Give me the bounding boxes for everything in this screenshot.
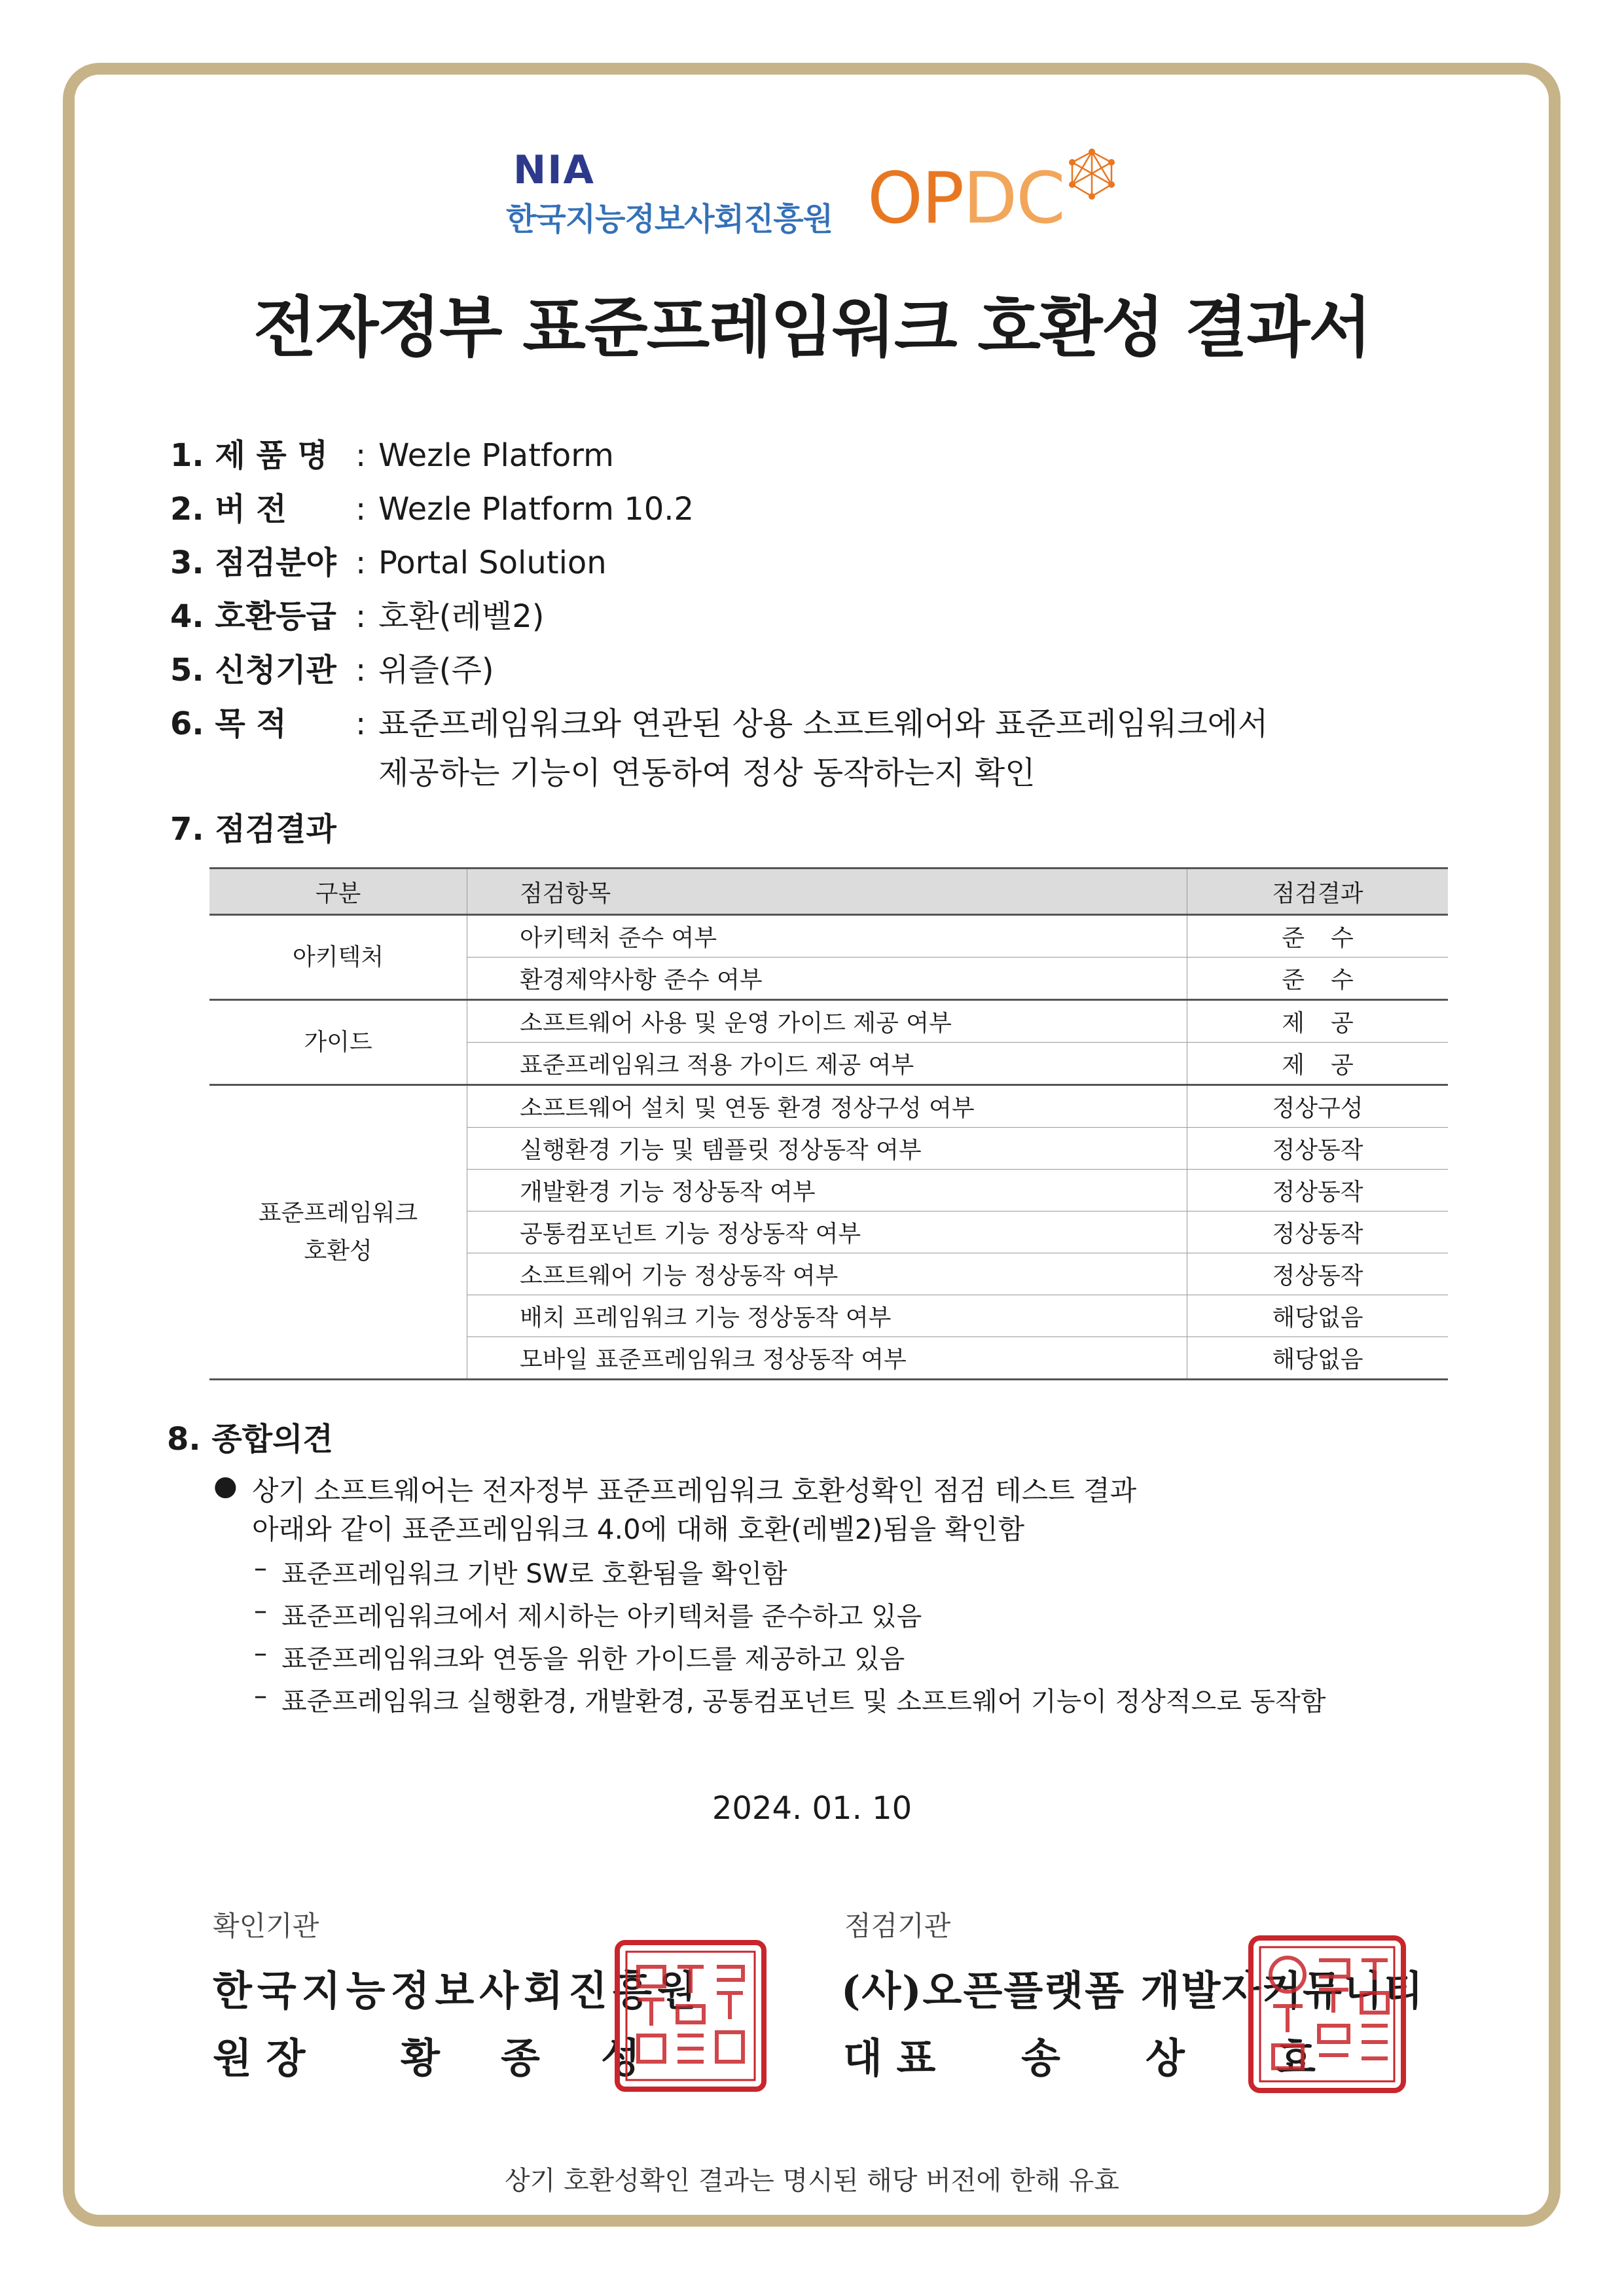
- category-label: 아키텍처: [292, 943, 384, 971]
- info-value: 위즐(주): [378, 652, 494, 689]
- opinion-line-2: 아래와 같이 표준프레임워크 4.0에 대해 호환(레벨2)됨을 확인함: [252, 1513, 1025, 1545]
- result-cell: 해당없음: [1187, 1295, 1449, 1337]
- category-label: 표준프레임워크: [258, 1199, 418, 1227]
- opinion-point: 표준프레임워크에서 제시하는 아키텍처를 준수하고 있음: [281, 1602, 922, 1632]
- info-label: 2. 버 전: [170, 491, 287, 528]
- verifier-org: 한국지능정보사회진흥원: [213, 1967, 702, 2015]
- network-hexagon-icon: [1066, 148, 1118, 200]
- result-value: 제공: [1282, 1052, 1380, 1079]
- opinion-bullet: ●: [213, 1469, 238, 1501]
- item-cell: 아키텍처 준수 여부: [467, 915, 1187, 958]
- opinion-dash: –: [254, 1596, 267, 1626]
- verifier-seal: [612, 1937, 769, 2094]
- header-category: 구분: [209, 869, 467, 915]
- nia-logo-name: 한국지능정보사회진흥원: [506, 201, 833, 238]
- opinion-dash: –: [254, 1638, 267, 1668]
- inspector-seal: [1247, 1934, 1407, 2094]
- document-title: 전자정부 표준프레임워크 호환성 결과서: [253, 289, 1371, 366]
- inspector-name-char: 효: [1276, 2034, 1316, 2082]
- nia-logo-abbr: NIA: [513, 147, 595, 193]
- section-8-title: 8. 종합의견: [167, 1421, 333, 1458]
- result-cell: [1187, 958, 1449, 1000]
- item-cell: 실행환경 기능 및 템플릿 정상동작 여부: [467, 1128, 1187, 1170]
- info-value: 호환(레벨2): [378, 598, 545, 635]
- info-colon: :: [355, 491, 367, 528]
- info-label: 3. 점검분야: [170, 545, 336, 581]
- info-colon: :: [355, 652, 367, 689]
- category-cell: [209, 915, 467, 1000]
- result-value: 준수: [1282, 967, 1380, 994]
- item-cell: 소프트웨어 기능 정상동작 여부: [467, 1253, 1187, 1295]
- verifier-label: 확인기관: [213, 1910, 319, 1942]
- inspector-title: 대 표: [843, 2034, 936, 2082]
- section-7-title: 7. 점검결과: [170, 811, 336, 848]
- opinion-point: 표준프레임워크와 연동을 위한 가이드를 제공하고 있음: [281, 1644, 905, 1674]
- result-cell: [1187, 1043, 1449, 1085]
- verifier-name-char: 종: [501, 2034, 540, 2082]
- info-value: Portal Solution: [378, 545, 607, 581]
- results-table: [209, 867, 1448, 1380]
- info-colon: :: [355, 706, 367, 742]
- item-cell: 모바일 표준프레임워크 정상동작 여부: [467, 1337, 1187, 1380]
- category-label: 가이드: [304, 1028, 372, 1056]
- issue-date: 2024. 01. 10: [712, 1790, 912, 1827]
- item-cell: 배치 프레임워크 기능 정상동작 여부: [467, 1295, 1187, 1337]
- info-label: 6. 목 적: [170, 706, 287, 742]
- item-cell: 표준프레임워크 적용 가이드 제공 여부: [467, 1043, 1187, 1085]
- info-colon: :: [355, 545, 367, 581]
- result-cell: 정상동작: [1187, 1253, 1449, 1295]
- result-value: 제공: [1282, 1010, 1380, 1037]
- result-value: 준수: [1282, 925, 1380, 952]
- opdc-logo-dc: DC: [963, 158, 1064, 240]
- result-cell: 해당없음: [1187, 1337, 1449, 1380]
- verifier-name-char: 성: [601, 2034, 640, 2082]
- validity-footnote: 상기 호환성확인 결과는 명시된 해당 버전에 한해 유효: [504, 2166, 1120, 2196]
- info-colon: :: [355, 598, 367, 635]
- opinion-point: 표준프레임워크 실행환경, 개발환경, 공통컴포넌트 및 소프트웨어 기능이 정상적으로 동작함: [281, 1687, 1326, 1717]
- result-cell: 정상동작: [1187, 1211, 1449, 1253]
- item-cell: 소프트웨어 사용 및 운영 가이드 제공 여부: [467, 1000, 1187, 1043]
- info-label: 4. 호환등급: [170, 598, 336, 635]
- opdc-logo: [867, 158, 1064, 240]
- info-label: 5. 신청기관: [170, 652, 336, 689]
- opinion-dash: –: [254, 1681, 267, 1711]
- result-cell: 정상동작: [1187, 1170, 1449, 1211]
- category-cell: [209, 1000, 467, 1085]
- result-cell: 정상구성: [1187, 1085, 1449, 1128]
- item-cell: 환경제약사항 준수 여부: [467, 958, 1187, 1000]
- info-value: 제공하는 기능이 연동하여 정상 동작하는지 확인: [378, 755, 1036, 791]
- table-row: [209, 915, 1448, 958]
- table-header-row: [209, 869, 1448, 915]
- item-cell: 개발환경 기능 정상동작 여부: [467, 1170, 1187, 1211]
- header-item: 점검항목: [467, 869, 1187, 915]
- info-value: 표준프레임워크와 연관된 상용 소프트웨어와 표준프레임워크에서: [378, 706, 1269, 742]
- inspector-org: (사)오픈플랫폼 개발자커뮤니티: [841, 1967, 1424, 2015]
- opdc-logo-op: OP: [867, 158, 964, 240]
- inspector-name-char: 송: [1021, 2034, 1060, 2082]
- table-row: [209, 1000, 1448, 1043]
- info-colon: :: [355, 437, 367, 474]
- category-label-line2: 호환성: [304, 1237, 372, 1265]
- result-cell: [1187, 915, 1449, 958]
- opinion-line-1: 상기 소프트웨어는 전자정부 표준프레임워크 호환성확인 점검 테스트 결과: [252, 1475, 1137, 1507]
- opinion-point: 표준프레임워크 기반 SW로 호환됨을 확인함: [281, 1559, 787, 1589]
- verifier-title: 원 장: [213, 2034, 306, 2082]
- verifier-name-char: 황: [401, 2034, 440, 2082]
- result-cell: [1187, 1000, 1449, 1043]
- info-label: 1. 제 품 명: [170, 437, 328, 474]
- item-cell: 공통컴포넌트 기능 정상동작 여부: [467, 1211, 1187, 1253]
- table-row: [209, 1085, 1448, 1128]
- inspector-label: 점검기관: [844, 1910, 951, 1942]
- result-cell: 정상동작: [1187, 1128, 1449, 1170]
- item-cell: 소프트웨어 설치 및 연동 환경 정상구성 여부: [467, 1085, 1187, 1128]
- category-cell: [209, 1085, 467, 1380]
- inspector-name-char: 상: [1146, 2034, 1185, 2082]
- opinion-dash: –: [254, 1553, 267, 1583]
- info-value: Wezle Platform 10.2: [378, 491, 695, 528]
- info-value: Wezle Platform: [378, 437, 614, 474]
- header-result: 점검결과: [1187, 869, 1449, 915]
